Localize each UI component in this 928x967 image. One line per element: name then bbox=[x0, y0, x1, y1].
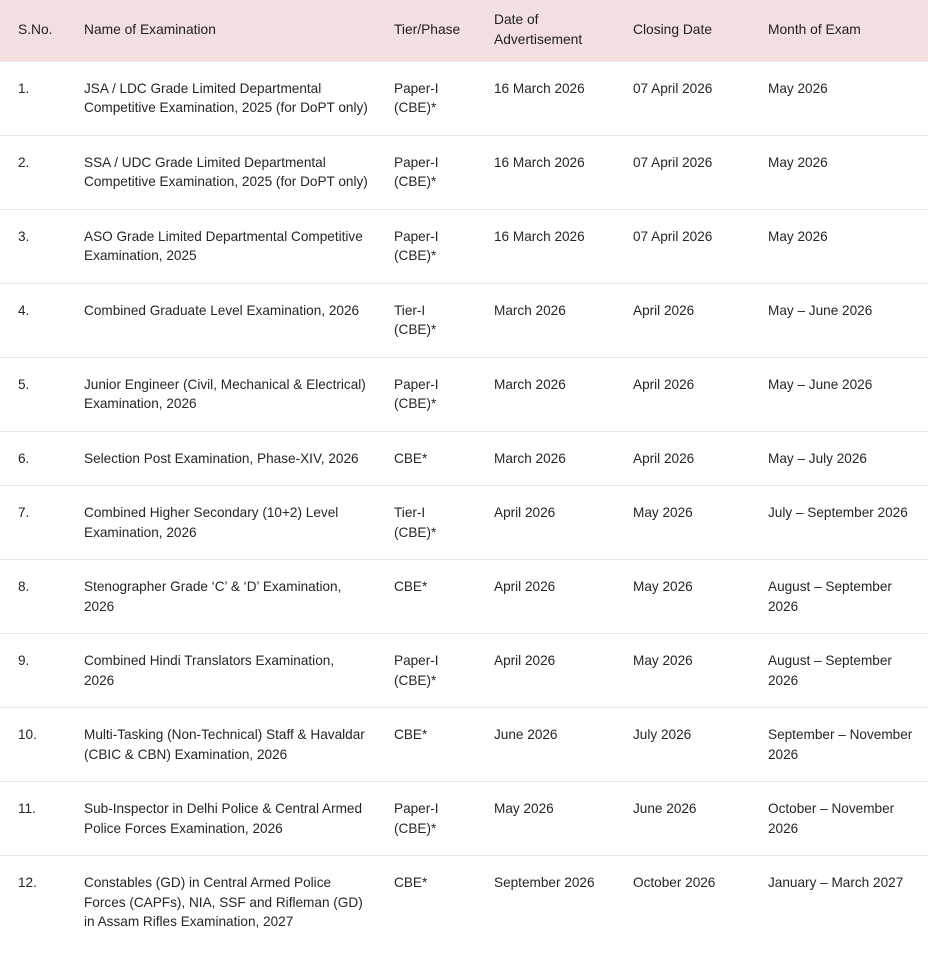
cell-closing-date: May 2026 bbox=[633, 505, 693, 520]
cell-sno: 1. bbox=[18, 80, 30, 96]
cell-exam-name: Combined Higher Secondary (10+2) Level Examination, 2026 bbox=[84, 505, 339, 540]
cell-date-of-advertisement: April 2026 bbox=[494, 579, 556, 594]
header-closing-date: Closing Date bbox=[633, 22, 712, 38]
cell-exam-name: Selection Post Examination, Phase-XIV, 2026 bbox=[84, 450, 359, 466]
cell-sno: 5. bbox=[18, 376, 30, 392]
cell-exam-name: Stenographer Grade ‘C’ & ‘D’ Examination, 2026 bbox=[84, 579, 342, 614]
cell-closing-date: April 2026 bbox=[633, 450, 695, 466]
cell-month-of-exam: May 2026 bbox=[768, 154, 828, 170]
cell-closing-date: October 2026 bbox=[633, 875, 716, 890]
cell-month-of-exam: October – November 2026 bbox=[768, 801, 895, 836]
cell-date-of-advertisement: 16 March 2026 bbox=[494, 80, 585, 96]
cell-exam-name: Sub-Inspector in Delhi Police & Central Armed Police Forces Examination, 2026 bbox=[84, 801, 363, 836]
cell-month-of-exam: August – September 2026 bbox=[768, 579, 892, 614]
cell-exam-name: Combined Graduate Level Examination, 2026 bbox=[84, 302, 360, 318]
cell-date-of-advertisement: 16 March 2026 bbox=[494, 228, 585, 244]
cell-exam-name: Multi-Tasking (Non-Technical) Staff & Havaldar (CBIC & CBN) Examination, 2026 bbox=[84, 727, 365, 762]
cell-closing-date: 07 April 2026 bbox=[633, 154, 713, 170]
cell-tier-phase: Tier-I (CBE)* bbox=[394, 505, 437, 540]
cell-sno: 6. bbox=[18, 450, 30, 466]
header-exam-name: Name of Examination bbox=[84, 22, 216, 38]
cell-date-of-advertisement: 16 March 2026 bbox=[494, 154, 585, 170]
cell-date-of-advertisement: April 2026 bbox=[494, 653, 556, 668]
cell-exam-name: Combined Hindi Translators Examination, 2026 bbox=[84, 653, 335, 688]
cell-closing-date: July 2026 bbox=[633, 727, 692, 742]
cell-sno: 2. bbox=[18, 154, 30, 170]
table-row bbox=[0, 209, 928, 283]
cell-exam-name: ASO Grade Limited Departmental Competitive Examination, 2025 bbox=[84, 228, 363, 263]
cell-closing-date: April 2026 bbox=[633, 376, 695, 392]
cell-date-of-advertisement: May 2026 bbox=[494, 801, 554, 816]
table-header bbox=[0, 0, 928, 61]
cell-closing-date: April 2026 bbox=[633, 302, 695, 318]
cell-date-of-advertisement: September 2026 bbox=[494, 875, 595, 890]
cell-tier-phase: CBE* bbox=[394, 727, 428, 742]
cell-tier-phase: Tier-I (CBE)* bbox=[394, 302, 437, 337]
table-row bbox=[0, 782, 928, 856]
header-month-of-exam: Month of Exam bbox=[768, 22, 861, 38]
cell-date-of-advertisement: June 2026 bbox=[494, 727, 558, 742]
cell-tier-phase: CBE* bbox=[394, 579, 428, 594]
table-row bbox=[0, 61, 928, 135]
cell-sno: 8. bbox=[18, 579, 30, 594]
cell-exam-name: JSA / LDC Grade Limited Departmental Competitive Examination, 2025 (for DoPT only) bbox=[84, 80, 368, 115]
header-row bbox=[0, 0, 928, 61]
cell-tier-phase: Paper-I (CBE)* bbox=[394, 80, 439, 115]
table-row bbox=[0, 486, 928, 560]
cell-exam-name: SSA / UDC Grade Limited Departmental Competitive Examination, 2025 (for DoPT only) bbox=[84, 154, 368, 189]
cell-closing-date: May 2026 bbox=[633, 653, 693, 668]
cell-sno: 11. bbox=[18, 801, 36, 816]
cell-closing-date: 07 April 2026 bbox=[633, 80, 713, 96]
cell-sno: 9. bbox=[18, 653, 30, 668]
table-row bbox=[0, 560, 928, 634]
cell-date-of-advertisement: March 2026 bbox=[494, 302, 566, 318]
table-row bbox=[0, 135, 928, 209]
cell-month-of-exam: July – September 2026 bbox=[768, 505, 908, 520]
cell-month-of-exam: January – March 2027 bbox=[768, 875, 904, 890]
header-date-of-advertisement: Date of Advertisement bbox=[494, 12, 583, 48]
table-row bbox=[0, 357, 928, 431]
cell-month-of-exam: August – September 2026 bbox=[768, 653, 892, 688]
cell-tier-phase: Paper-I (CBE)* bbox=[394, 228, 439, 263]
table-row bbox=[0, 708, 928, 782]
cell-month-of-exam: May – June 2026 bbox=[768, 302, 873, 318]
cell-closing-date: June 2026 bbox=[633, 801, 697, 816]
table-body bbox=[0, 61, 928, 949]
cell-month-of-exam: May 2026 bbox=[768, 80, 828, 96]
cell-exam-name: Constables (GD) in Central Armed Police Forces (CAPFs), NIA, SSF and Rifleman (GD) in Assam Rifles Examination, 2027 bbox=[84, 875, 363, 929]
cell-closing-date: May 2026 bbox=[633, 579, 693, 594]
table-row bbox=[0, 283, 928, 357]
cell-tier-phase: Paper-I (CBE)* bbox=[394, 154, 439, 189]
table-row bbox=[0, 856, 928, 949]
cell-sno: 4. bbox=[18, 302, 30, 318]
cell-sno: 12. bbox=[18, 875, 37, 890]
header-sno: S.No. bbox=[18, 22, 53, 38]
cell-sno: 10. bbox=[18, 727, 37, 742]
cell-date-of-advertisement: April 2026 bbox=[494, 505, 556, 520]
cell-month-of-exam: May – June 2026 bbox=[768, 376, 873, 392]
cell-exam-name: Junior Engineer (Civil, Mechanical & Electrical) Examination, 2026 bbox=[84, 376, 366, 411]
cell-sno: 7. bbox=[18, 505, 30, 520]
cell-month-of-exam: September – November 2026 bbox=[768, 727, 913, 762]
cell-date-of-advertisement: March 2026 bbox=[494, 376, 566, 392]
cell-month-of-exam: May 2026 bbox=[768, 228, 828, 244]
cell-month-of-exam: May – July 2026 bbox=[768, 450, 867, 466]
cell-tier-phase: Paper-I (CBE)* bbox=[394, 801, 439, 836]
cell-tier-phase: Paper-I (CBE)* bbox=[394, 653, 439, 688]
cell-tier-phase: CBE* bbox=[394, 875, 428, 890]
table-row bbox=[0, 431, 928, 486]
cell-tier-phase: Paper-I (CBE)* bbox=[394, 376, 439, 411]
table-row bbox=[0, 634, 928, 708]
cell-tier-phase: CBE* bbox=[394, 450, 428, 466]
header-tier-phase: Tier/Phase bbox=[394, 22, 461, 38]
cell-sno: 3. bbox=[18, 228, 30, 244]
cell-closing-date: 07 April 2026 bbox=[633, 228, 713, 244]
cell-date-of-advertisement: March 2026 bbox=[494, 450, 566, 466]
